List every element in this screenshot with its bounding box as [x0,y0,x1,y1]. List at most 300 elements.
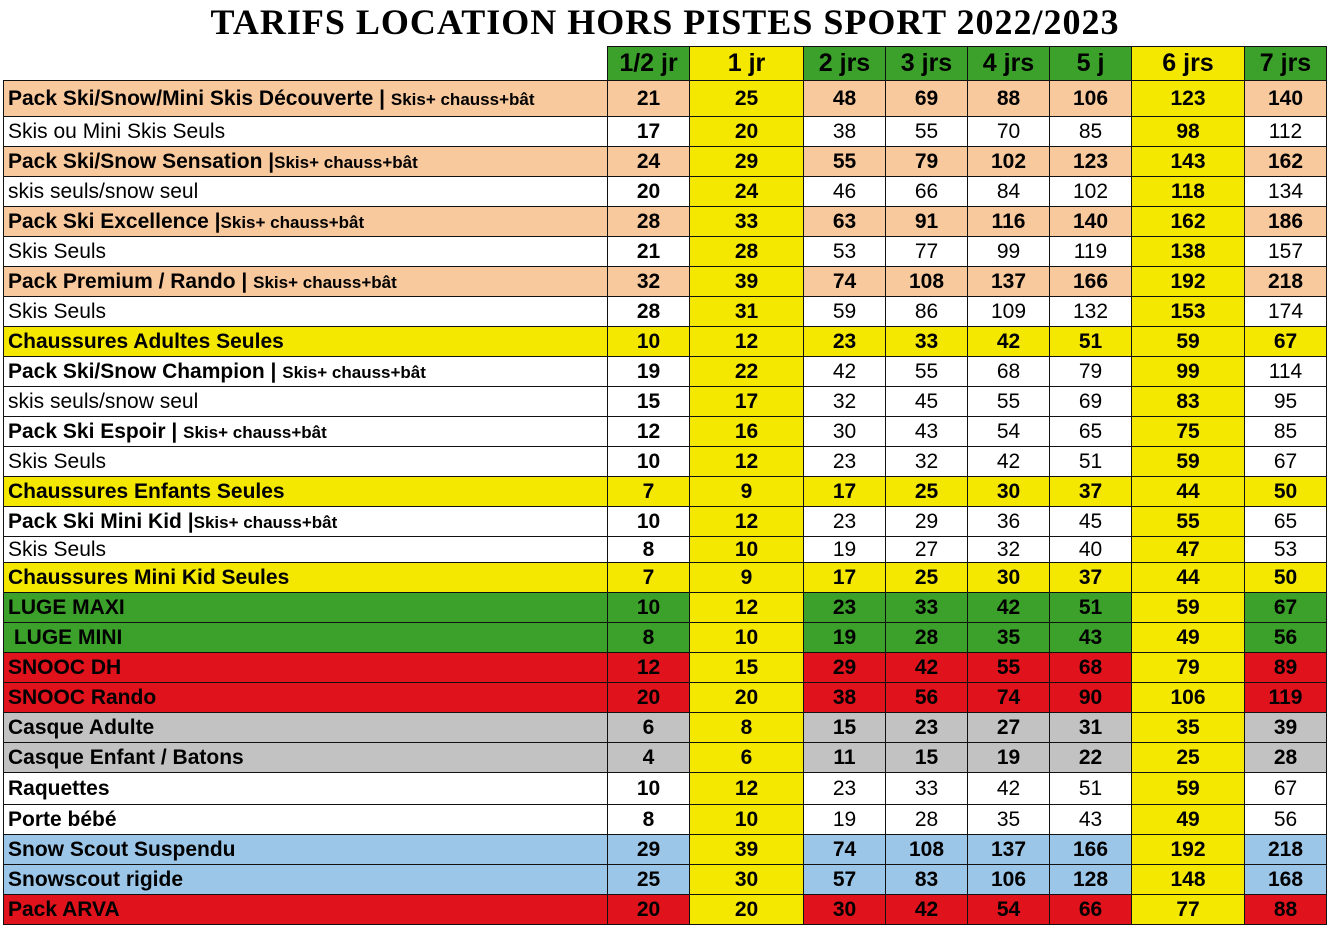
price-cell: 12 [690,593,804,623]
row-label [4,563,608,593]
row-label-detail: Skis+ chauss+bât [183,422,327,442]
header-cell: 1/2 jr [608,47,690,81]
price-cell: 85 [1050,117,1132,147]
price-cell: 42 [968,447,1050,477]
price-cell: 30 [690,865,804,895]
row-label-text: Snow Scout Suspendu [8,837,236,861]
price-cell: 39 [690,835,804,865]
price-cell: 119 [1245,683,1327,713]
price-cell: 44 [1132,477,1245,507]
price-cell: 218 [1245,267,1327,297]
table-row [4,865,1327,895]
row-label [4,147,608,177]
row-label-text: Casque Enfant / Batons [8,745,244,769]
price-cell: 51 [1050,327,1132,357]
price-cell: 57 [804,865,886,895]
row-label [4,327,608,357]
table-row [4,653,1327,683]
price-cell: 137 [968,835,1050,865]
header-corner [4,47,608,81]
price-cell: 28 [608,297,690,327]
price-cell: 49 [1132,623,1245,653]
price-cell: 148 [1132,865,1245,895]
price-cell: 59 [1132,773,1245,805]
price-cell: 12 [690,773,804,805]
price-cell: 85 [1245,417,1327,447]
price-cell: 23 [804,327,886,357]
price-cell: 74 [804,267,886,297]
price-cell: 38 [804,683,886,713]
price-cell: 69 [886,81,968,117]
price-cell: 23 [886,713,968,743]
price-cell: 153 [1132,297,1245,327]
price-cell: 12 [608,417,690,447]
row-label-text: Pack Premium / Rando | [8,269,254,293]
price-cell: 42 [968,327,1050,357]
price-cell: 86 [886,297,968,327]
row-label-text: Pack ARVA [8,897,120,921]
price-cell: 17 [608,117,690,147]
price-cell: 88 [1245,895,1327,925]
price-cell: 138 [1132,237,1245,267]
price-cell: 17 [804,477,886,507]
table-row [4,327,1327,357]
price-cell: 47 [1132,537,1245,563]
price-cell: 67 [1245,593,1327,623]
table-row [4,743,1327,773]
table-row [4,623,1327,653]
price-cell: 45 [886,387,968,417]
row-label [4,357,608,387]
price-table [3,46,1327,925]
price-cell: 30 [804,895,886,925]
price-cell: 12 [608,653,690,683]
table-row [4,207,1327,237]
row-label [4,207,608,237]
price-cell: 20 [690,895,804,925]
row-label-detail: Skis+ chauss+bât [193,512,338,532]
table-row [4,563,1327,593]
price-cell: 75 [1132,417,1245,447]
row-label-text: Raquettes [8,776,110,800]
price-cell: 65 [1245,507,1327,537]
table-row [4,537,1327,563]
price-cell: 91 [886,207,968,237]
price-cell: 23 [804,507,886,537]
row-label [4,835,608,865]
price-cell: 116 [968,207,1050,237]
price-cell: 17 [690,387,804,417]
table-row [4,477,1327,507]
row-label [4,713,608,743]
price-cell: 157 [1245,237,1327,267]
row-label-text: Chaussures Enfants Seules [8,479,285,503]
row-label [4,177,608,207]
price-cell: 32 [886,447,968,477]
row-label [4,267,608,297]
price-cell: 38 [804,117,886,147]
price-cell: 10 [690,623,804,653]
price-cell: 33 [886,327,968,357]
price-cell: 83 [1132,387,1245,417]
price-cell: 30 [968,477,1050,507]
price-cell: 140 [1245,81,1327,117]
row-label-text: Chaussures Adultes Seules [8,329,284,353]
price-cell: 77 [1132,895,1245,925]
price-cell: 12 [690,447,804,477]
price-cell: 137 [968,267,1050,297]
price-cell: 8 [608,623,690,653]
price-cell: 55 [886,117,968,147]
price-cell: 74 [968,683,1050,713]
price-cell: 19 [804,537,886,563]
header-cell: 4 jrs [968,47,1050,81]
price-cell: 45 [1050,507,1132,537]
price-cell: 22 [690,357,804,387]
row-label-text: Skis Seuls [8,537,107,561]
price-cell: 39 [690,267,804,297]
price-cell: 43 [1050,623,1132,653]
price-cell: 31 [690,297,804,327]
price-cell: 106 [968,865,1050,895]
price-cell: 42 [886,895,968,925]
row-label-text: Chaussures Mini Kid Seules [8,565,290,589]
row-label-text: Casque Adulte [8,715,155,739]
price-cell: 79 [886,147,968,177]
price-cell: 46 [804,177,886,207]
price-cell: 55 [968,653,1050,683]
price-cell: 6 [608,713,690,743]
price-cell: 51 [1050,447,1132,477]
price-cell: 128 [1050,865,1132,895]
row-label [4,743,608,773]
price-cell: 48 [804,81,886,117]
price-cell: 19 [804,623,886,653]
price-cell: 59 [804,297,886,327]
price-cell: 6 [690,743,804,773]
price-cell: 15 [886,743,968,773]
price-cell: 43 [1050,805,1132,835]
price-cell: 29 [886,507,968,537]
price-cell: 50 [1245,563,1327,593]
price-cell: 166 [1050,267,1132,297]
price-cell: 28 [886,623,968,653]
price-cell: 10 [608,327,690,357]
price-cell: 37 [1050,477,1132,507]
row-label [4,81,608,117]
price-cell: 106 [1050,81,1132,117]
row-label-text: Pack Ski Excellence | [8,209,221,233]
price-cell: 112 [1245,117,1327,147]
price-cell: 32 [968,537,1050,563]
price-cell: 132 [1050,297,1132,327]
price-cell: 77 [886,237,968,267]
price-cell: 23 [804,593,886,623]
row-label [4,387,608,417]
price-cell: 10 [690,805,804,835]
row-label [4,447,608,477]
table-row [4,297,1327,327]
price-cell: 16 [690,417,804,447]
price-cell: 27 [886,537,968,563]
row-label-text: Skis Seuls [8,239,107,263]
row-label-text: skis seuls/snow seul [8,179,199,203]
price-cell: 69 [1050,387,1132,417]
price-cell: 33 [690,207,804,237]
price-cell: 109 [968,297,1050,327]
price-cell: 20 [690,117,804,147]
price-cell: 23 [804,447,886,477]
price-cell: 17 [804,563,886,593]
price-cell: 25 [608,865,690,895]
price-cell: 59 [1132,593,1245,623]
price-cell: 19 [804,805,886,835]
row-label [4,237,608,267]
row-label-text: Porte bébé [8,807,117,831]
price-cell: 29 [690,147,804,177]
price-cell: 68 [968,357,1050,387]
price-cell: 162 [1245,147,1327,177]
price-cell: 32 [804,387,886,417]
table-row [4,147,1327,177]
row-label-text: SNOOC Rando [8,685,157,709]
row-label [4,865,608,895]
price-cell: 108 [886,835,968,865]
row-label-text: Skis Seuls [8,299,107,323]
price-cell: 10 [690,537,804,563]
row-label [4,593,608,623]
price-cell: 162 [1132,207,1245,237]
price-cell: 28 [690,237,804,267]
row-label-text: Skis Seuls [8,449,107,473]
price-cell: 15 [608,387,690,417]
price-cell: 70 [968,117,1050,147]
row-label-text: Skis ou Mini Skis Seuls [8,119,226,143]
price-cell: 119 [1050,237,1132,267]
price-cell: 31 [1050,713,1132,743]
price-cell: 89 [1245,653,1327,683]
row-label [4,653,608,683]
price-cell: 192 [1132,267,1245,297]
price-cell: 25 [690,81,804,117]
price-cell: 20 [608,683,690,713]
price-cell: 28 [886,805,968,835]
price-table-body [4,81,1327,925]
price-cell: 33 [886,773,968,805]
header-cell: 3 jrs [886,47,968,81]
price-cell: 24 [690,177,804,207]
price-cell: 9 [690,477,804,507]
price-cell: 8 [608,805,690,835]
price-cell: 27 [968,713,1050,743]
table-row [4,805,1327,835]
price-cell: 30 [968,563,1050,593]
price-cell: 98 [1132,117,1245,147]
price-cell: 21 [608,81,690,117]
price-cell: 56 [1245,623,1327,653]
price-cell: 79 [1050,357,1132,387]
price-cell: 28 [608,207,690,237]
price-cell: 218 [1245,835,1327,865]
table-row [4,267,1327,297]
price-cell: 134 [1245,177,1327,207]
price-cell: 102 [1050,177,1132,207]
price-cell: 192 [1132,835,1245,865]
price-cell: 99 [968,237,1050,267]
price-cell: 25 [1132,743,1245,773]
row-label-detail: Skis+ chauss+bât [282,362,426,382]
price-cell: 12 [690,507,804,537]
price-cell: 51 [1050,773,1132,805]
row-label [4,297,608,327]
price-cell: 10 [608,593,690,623]
price-cell: 10 [608,507,690,537]
row-label [4,895,608,925]
table-row [4,773,1327,805]
row-label [4,773,608,805]
row-label-text: Pack Ski/Snow/Mini Skis Découverte | [8,86,391,110]
price-cell: 35 [1132,713,1245,743]
price-cell: 67 [1245,447,1327,477]
price-cell: 20 [608,177,690,207]
price-cell: 43 [886,417,968,447]
row-label [4,537,608,563]
price-cell: 114 [1245,357,1327,387]
row-label-detail: Skis+ chauss+bât [220,212,365,232]
row-label [4,117,608,147]
price-cell: 186 [1245,207,1327,237]
header-cell: 2 jrs [804,47,886,81]
price-cell: 10 [608,447,690,477]
price-cell: 9 [690,563,804,593]
price-cell: 19 [968,743,1050,773]
price-cell: 23 [804,773,886,805]
price-cell: 19 [608,357,690,387]
price-cell: 168 [1245,865,1327,895]
price-cell: 12 [690,327,804,357]
price-cell: 36 [968,507,1050,537]
price-cell: 66 [1050,895,1132,925]
price-cell: 42 [886,653,968,683]
price-cell: 65 [1050,417,1132,447]
row-label-text: Snowscout rigide [8,867,184,891]
price-cell: 59 [1132,327,1245,357]
table-row [4,507,1327,537]
price-cell: 7 [608,563,690,593]
price-cell: 118 [1132,177,1245,207]
price-cell: 42 [968,773,1050,805]
price-cell: 99 [1132,357,1245,387]
price-cell: 68 [1050,653,1132,683]
price-cell: 55 [968,387,1050,417]
row-label-text: SNOOC DH [8,655,122,679]
table-row [4,593,1327,623]
price-cell: 53 [1245,537,1327,563]
price-cell: 42 [968,593,1050,623]
table-row [4,81,1327,117]
price-cell: 42 [804,357,886,387]
row-label-detail: Skis+ chauss+bât [390,89,535,109]
price-cell: 50 [1245,477,1327,507]
row-label-detail: Skis+ chauss+bât [253,272,397,292]
price-cell: 33 [886,593,968,623]
row-label-detail: Skis+ chauss+bât [274,152,418,172]
price-cell: 35 [968,805,1050,835]
page-title: TARIFS LOCATION HORS PISTES SPORT 2022/2023 [210,2,1120,42]
price-cell: 106 [1132,683,1245,713]
price-cell: 44 [1132,563,1245,593]
table-row [4,683,1327,713]
row-label [4,477,608,507]
price-cell: 90 [1050,683,1132,713]
price-cell: 20 [608,895,690,925]
price-cell: 95 [1245,387,1327,417]
price-cell: 7 [608,477,690,507]
row-label [4,805,608,835]
price-cell: 35 [968,623,1050,653]
price-cell: 11 [804,743,886,773]
price-cell: 123 [1050,147,1132,177]
price-cell: 29 [608,835,690,865]
price-cell: 49 [1132,805,1245,835]
price-cell: 55 [1132,507,1245,537]
header-cell: 7 jrs [1245,47,1327,81]
table-row [4,417,1327,447]
price-cell: 88 [968,81,1050,117]
price-cell: 174 [1245,297,1327,327]
row-label-text: Pack Ski/Snow Champion | [8,359,283,383]
price-cell: 40 [1050,537,1132,563]
price-cell: 20 [690,683,804,713]
row-label-text: LUGE MAXI [8,595,125,619]
table-row [4,237,1327,267]
price-cell: 28 [1245,743,1327,773]
price-cell: 79 [1132,653,1245,683]
header-row [4,47,1327,81]
price-cell: 53 [804,237,886,267]
price-cell: 32 [608,267,690,297]
table-row [4,895,1327,925]
row-label-text: Pack Ski/Snow Sensation | [8,149,275,173]
row-label-text: skis seuls/snow seul [8,389,199,413]
price-cell: 30 [804,417,886,447]
price-cell: 25 [886,477,968,507]
table-row [4,835,1327,865]
price-cell: 29 [804,653,886,683]
row-label [4,623,608,653]
row-label-text: Pack Ski Mini Kid | [8,509,194,533]
table-row [4,387,1327,417]
price-cell: 59 [1132,447,1245,477]
price-cell: 21 [608,237,690,267]
price-cell: 24 [608,147,690,177]
price-cell: 8 [690,713,804,743]
price-cell: 67 [1245,773,1327,805]
price-cell: 56 [1245,805,1327,835]
price-cell: 37 [1050,563,1132,593]
table-row [4,447,1327,477]
price-cell: 102 [968,147,1050,177]
price-cell: 54 [968,417,1050,447]
price-cell: 4 [608,743,690,773]
price-cell: 83 [886,865,968,895]
price-cell: 84 [968,177,1050,207]
price-cell: 63 [804,207,886,237]
price-cell: 15 [804,713,886,743]
price-cell: 67 [1245,327,1327,357]
header-cell: 5 j [1050,47,1132,81]
header-cell: 1 jr [690,47,804,81]
